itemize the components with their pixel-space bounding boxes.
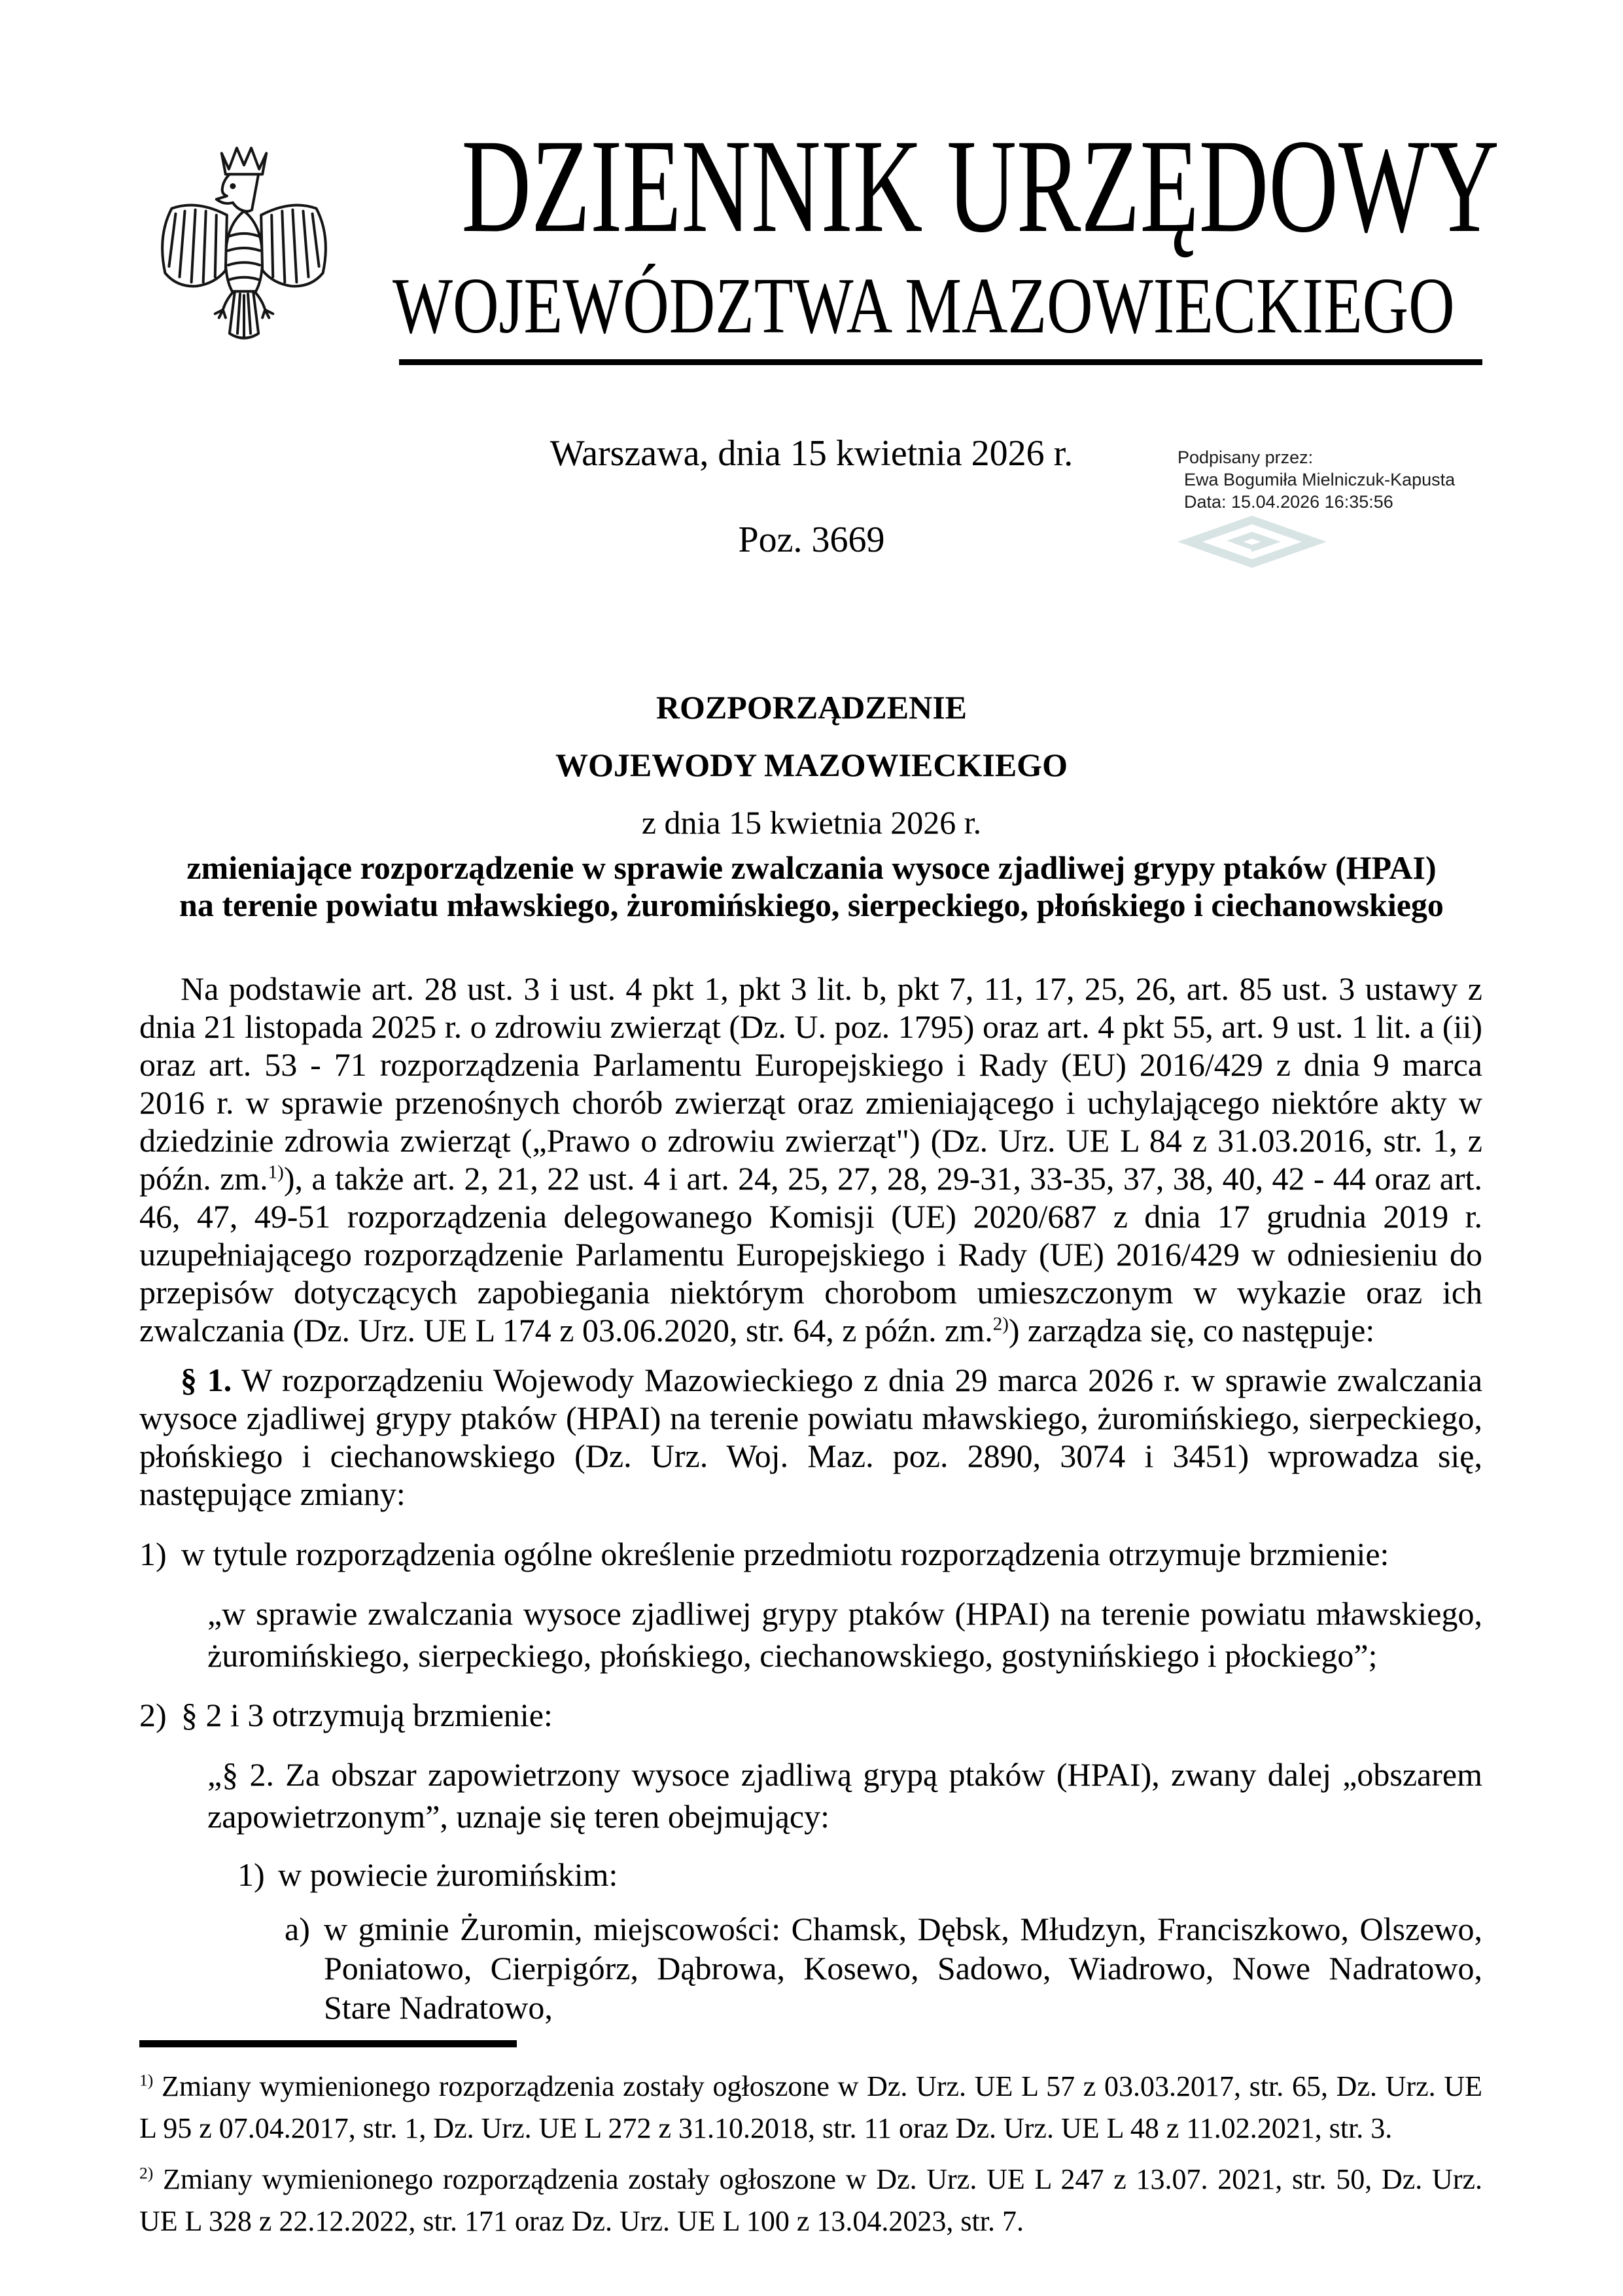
amendment-item-2-text: § 2 i 3 otrzymują brzmienie:: [181, 1697, 553, 1733]
footnotes-separator: [139, 2040, 517, 2047]
preamble-text-2: ), a także art. 2, 21, 22 ust. 4 i art. 24, 25, 27, 28, 29-31, 33-35, 37, 38, 40, 42 - 44 oraz art. 46, 47, 49-51 rozporządzenia delegowanego Komisji (UE) 2020/687 z dnia 17 grudnia 2019 r. uzupełniającego rozporządzenie Parlamentu Europejskiego i Rady (UE) 2016/429 w odniesieniu do przepisów dotyczących zapobiegania niektórym chorobom umieszczonym w wykazie oraz ich zwalczania (Dz. Urz. UE L 174 z 03.06.2020, str. 64, z późn. zm.: [139, 1160, 1482, 1349]
section-1-text: W rozporządzeniu Wojewody Mazowieckiego z dnia 29 marca 2026 r. w sprawie zwalczania wysoce zjadliwej grypy ptaków (HPAI) na terenie powiatu mławskiego, żuromińskiego, sierpeckiego, płońskiego i ciechanowskiego (Dz. Urz. Woj. Maz. poz. 2890, 3074 i 3451) wprowadza się, następujące zmiany:: [139, 1362, 1483, 1512]
section-1-paragraph: [139, 1361, 1482, 1513]
footnote-1: [139, 2066, 1482, 2149]
sub-item-gmina-marker: a): [285, 1911, 310, 1947]
footnote-ref-1: 1): [268, 1161, 284, 1183]
sub-item-powiat-text: w powiecie żuromińskim:: [278, 1856, 618, 1893]
act-body: [0, 970, 1623, 2027]
coat-of-arms-eagle-icon: [144, 126, 344, 376]
sub-item-gmina-text: w gminie Żuromin, miejscowości: Chamsk, Dębsk, Młudzyn, Franciszkowo, Olszewo, Poniatowo, Cierpigórz, Dąbrowa, Kosewo, Sadowo, Wiadrowo, Nowe Nadratowo, Stare Nadratowo,: [324, 1911, 1482, 2026]
act-issuer-heading: WOJEWODY MAZOWIECKIEGO: [555, 747, 1068, 783]
footnote-ref-2: 2): [992, 1313, 1009, 1335]
signature-stamp: [1178, 446, 1478, 568]
act-type-heading: ROZPORZĄDZENIE: [655, 689, 968, 726]
act-subject-line-1: zmieniające rozporządzenie w sprawie zwalczania wysoce zjadliwej grypy ptaków (HPAI): [186, 849, 1437, 886]
sub-item-gmina: [285, 1909, 1482, 2027]
act-date-line: z dnia 15 kwietnia 2026 r.: [641, 804, 982, 841]
amendment-item-2: [139, 1696, 1482, 1734]
act-heading: [0, 687, 1623, 924]
amendment-item-1-text: w tytule rozporządzenia ogólne określenie przedmiotu rozporządzenia otrzymuje brzmienie:: [181, 1536, 1389, 1572]
sub-item-powiat-marker: 1): [237, 1856, 265, 1893]
position-number: Poz. 3669: [738, 520, 885, 560]
footnote-1-text: Zmiany wymienionego rozporządzenia zostały ogłoszone w Dz. Urz. UE L 57 z 03.03.2017, str. 65, Dz. Urz. UE L 95 z 07.04.2017, str. 1, Dz. Urz. UE L 272 z 31.10.2018, str. 11 oraz Dz. Urz. UE L 48 z 11.02.2021, str. 3.: [139, 2070, 1483, 2144]
footnote-2-text: Zmiany wymienionego rozporządzenia zostały ogłoszone w Dz. Urz. UE L 247 z 13.07. 2021, str. 50, Dz. Urz. UE L 328 z 22.12.2022, str. 171 oraz Dz. Urz. UE L 100 z 13.04.2023, str. 7.: [139, 2163, 1483, 2237]
act-subject: [0, 849, 1623, 924]
footnote-2: [139, 2159, 1482, 2242]
e-signature-icon: [1178, 516, 1327, 568]
preamble-text-1: Na podstawie art. 28 ust. 3 i ust. 4 pkt 1, pkt 3 lit. b, pkt 7, 11, 17, 25, 26, art. 85 ust. 3 ustawy z dnia 21 listopada 2025 r. o zdrowiu zwierząt (Dz. U. poz. 1795) oraz art. 4 pkt 55, art. 9 ust. 1 lit. a (ii) oraz art. 53 - 71 rozporządzenia Parlamentu Europejskiego i Rady (EU) 2016/429 z dnia 9 marca 2016 r. w sprawie przenośnych chorób zwierząt oraz zmieniającego i uchylającego niektóre akty w dziedzinie zdrowia zwierząt („Prawo o zdrowiu zwierząt") (Dz. Urz. UE L 84 z 31.03.2016, str. 1, z późn. zm.: [139, 970, 1482, 1197]
section-1-label: § 1.: [181, 1362, 232, 1398]
quoted-provision-par2: „§ 2. Za obszar zapowietrzony wysoce zjadliwą grypą ptaków (HPAI), zwany dalej „obszarem zapowietrzonym”, uznaje się teren obejmujący:: [207, 1756, 1482, 1835]
preamble-paragraph: [139, 970, 1482, 1349]
amendment-item-1-marker: 1): [139, 1536, 167, 1572]
journal-header: [0, 0, 1623, 365]
act-subject-line-2: na terenie powiatu mławskiego, żuromińskiego, sierpeckiego, płońskiego i ciechanowskiego: [179, 887, 1444, 923]
journal-subtitle: WOJEWÓDZTWA MAZOWIECKIEGO: [392, 262, 1455, 350]
footnotes-section: [0, 2040, 1623, 2242]
header-divider: [399, 359, 1482, 365]
sub-item-powiat: [237, 1856, 1482, 1894]
preamble-text-3: ) zarządza się, co następuje:: [1008, 1312, 1375, 1349]
quoted-provision-title: „w sprawie zwalczania wysoce zjadliwej grypy ptaków (HPAI) na terenie powiatu mławskiego, żuromińskiego, sierpeckiego, płońskiego, ciechanowskiego, gostynińskiego i płockiego”;: [207, 1595, 1482, 1674]
signed-by-label: Podpisany przez:: [1178, 448, 1314, 467]
footnote-1-marker: 1): [139, 2070, 154, 2090]
amendment-item-1: [139, 1535, 1482, 1573]
amendment-item-2-marker: 2): [139, 1697, 167, 1733]
signer-name: Ewa Bogumiła Mielniczuk-Kapusta: [1184, 470, 1456, 489]
journal-title: DZIENNIK URZĘDOWY: [461, 112, 1499, 260]
place-date-line: Warszawa, dnia 15 kwietnia 2026 r.: [550, 433, 1073, 474]
footnote-2-marker: 2): [139, 2163, 154, 2183]
signature-date: Data: 15.04.2026 16:35:56: [1184, 492, 1393, 512]
